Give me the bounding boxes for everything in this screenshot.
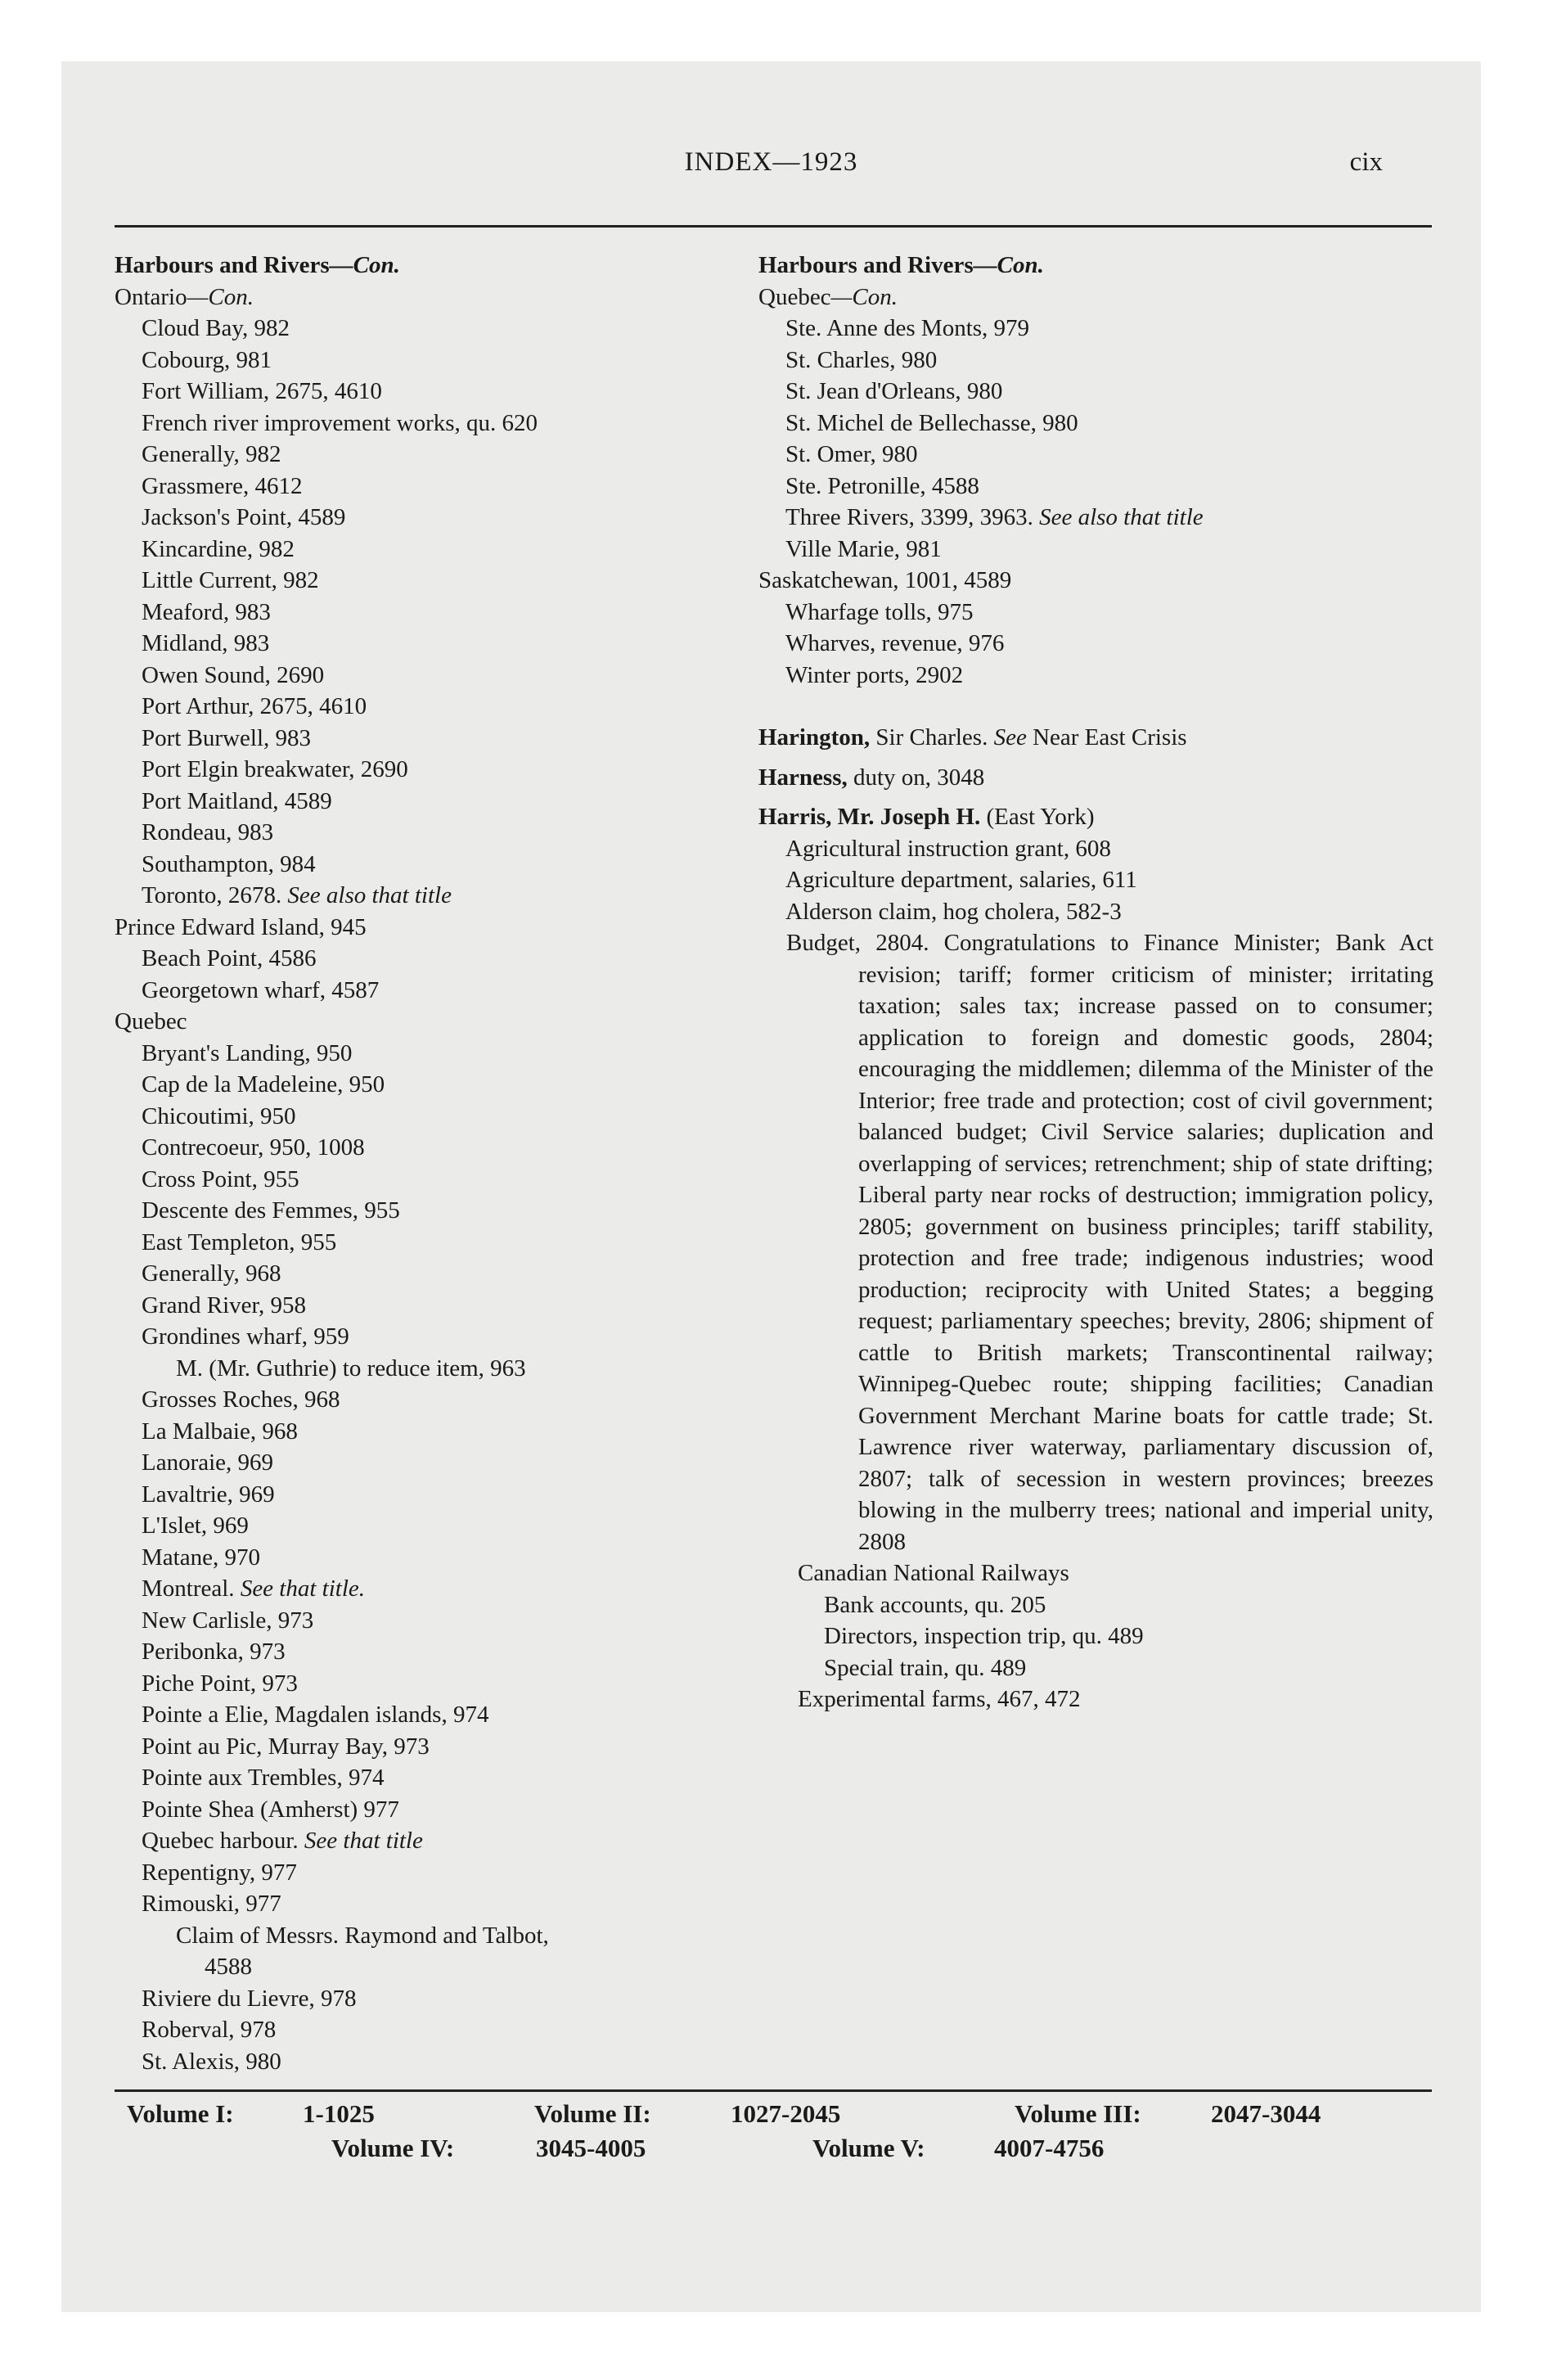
list-item: Piche Point, 973 [142,1670,298,1697]
ontario-subheading: Ontario—Con. [115,283,254,310]
list-item: Grosses Roches, 968 [142,1386,340,1413]
list-item: Grand River, 958 [142,1291,306,1318]
list-item: Midland, 983 [142,630,270,656]
list-item: Wharves, revenue, 976 [785,630,1005,656]
list-item: Saskatchewan, 1001, 4589 [758,567,1012,593]
quebec-list [115,1038,769,2078]
list-item: Matane, 970 [142,1544,260,1571]
quebec-subheading: Quebec [115,1008,187,1034]
list-item-quebec-harbour: Quebec harbour. See that title [142,1828,423,1854]
list-item: Agriculture department, salaries, 611 [785,867,1137,893]
list-item: Port Elgin breakwater, 2690 [142,756,408,782]
list-item: Grassmere, 4612 [142,472,303,499]
list-item: Contrecoeur, 950, 1008 [142,1134,365,1161]
list-item: L'Islet, 969 [142,1512,249,1539]
volume-1-range: 1-1025 [303,2099,375,2128]
left-heading: Harbours and Rivers—Con. [115,252,400,278]
list-item: St. Michel de Bellechasse, 980 [785,409,1078,436]
list-item: Ville Marie, 981 [785,535,942,562]
footer-rule [115,2089,1432,2092]
list-item: Pointe a Elie, Magdalen islands, 974 [142,1702,489,1728]
list-item: Wharfage tolls, 975 [785,598,974,625]
list-item: Fort William, 2675, 4610 [142,378,382,404]
list-item: Rondeau, 983 [142,819,274,845]
list-item-three-rivers: Three Rivers, 3399, 3963. See also that title [785,504,1204,530]
list-item: Rimouski, 977 [142,1891,281,1917]
list-item: Repentigny, 977 [142,1859,297,1886]
list-item: Jackson's Point, 4589 [142,504,346,530]
list-item: Meaford, 983 [142,598,271,625]
list-item: Descente des Femmes, 955 [142,1197,400,1224]
list-item: Southampton, 984 [142,850,316,877]
spacer [758,793,1433,801]
list-subitem: Claim of Messrs. Raymond and Talbot, [176,1922,549,1949]
list-item: Pointe aux Trembles, 974 [142,1765,385,1791]
list-item: Cloud Bay, 982 [142,315,290,341]
list-item: Generally, 982 [142,441,281,467]
list-item: St. Jean d'Orleans, 980 [785,378,1003,404]
list-item: Lanoraie, 969 [142,1449,274,1476]
list-item: Agricultural instruction grant, 608 [785,835,1111,862]
list-item: French river improvement works, qu. 620 [142,409,538,436]
list-item: Beach Point, 4586 [142,945,317,971]
spacer [758,691,1433,722]
list-item: Cap de la Madeleine, 950 [142,1071,385,1098]
volume-2-range: 1027-2045 [731,2099,841,2128]
right-column [758,250,1433,1715]
list-item: Ste. Anne des Monts, 979 [785,315,1030,341]
list-item: Owen Sound, 2690 [142,661,325,688]
header-rule [115,225,1432,228]
page-number: cix [1349,147,1383,177]
list-item: Cobourg, 981 [142,346,272,373]
index-entry-harris: Harris, Mr. Joseph H. (East York) [758,804,1095,830]
list-item: Port Maitland, 4589 [142,787,332,814]
list-item: St. Charles, 980 [785,346,938,373]
list-subitem: Bank accounts, qu. 205 [824,1591,1046,1618]
list-item: Roberval, 978 [142,2017,277,2043]
list-item: Ste. Petronille, 4588 [785,472,979,499]
list-item: St. Alexis, 980 [142,2048,281,2075]
list-item: Peribonka, 973 [142,1639,286,1665]
list-item: St. Omer, 980 [785,441,918,467]
ontario-list [115,313,769,912]
list-item: Lavaltrie, 969 [142,1481,275,1508]
list-item: Georgetown wharf, 4587 [142,976,380,1003]
volume-5-range: 4007-4756 [994,2134,1105,2162]
list-item: Pointe Shea (Amherst) 977 [142,1796,399,1823]
list-item: East Templeton, 955 [142,1228,337,1255]
running-head [61,147,1481,188]
list-subitem-cont: 4588 [205,1954,252,1980]
list-item: Generally, 968 [142,1260,281,1287]
volume-4-label: Volume IV: [331,2134,455,2162]
list-item: Cross Point, 955 [142,1165,299,1192]
pei-subheading: Prince Edward Island, 945 [115,913,367,940]
list-item: La Malbaie, 968 [142,1418,298,1445]
list-item: Bryant's Landing, 950 [142,1039,353,1066]
list-subitem: Special train, qu. 489 [824,1654,1027,1681]
list-item: Chicoutimi, 950 [142,1102,296,1129]
list-item: Kincardine, 982 [142,535,295,562]
volume-2-label: Volume II: [534,2099,651,2128]
list-item: Point au Pic, Murray Bay, 973 [142,1733,430,1760]
index-entry-harington: Harington, Sir Charles. See Near East Crisis [758,724,1187,751]
index-entry-harness: Harness, duty on, 3048 [758,764,985,791]
list-item: Grondines wharf, 959 [142,1323,349,1350]
left-column [115,250,769,2077]
volume-3-range: 2047-3044 [1211,2099,1321,2128]
list-item: Riviere du Lievre, 978 [142,1985,357,2012]
list-item: Little Current, 982 [142,567,319,593]
volume-1-label: Volume I: [127,2099,234,2128]
list-item: Alderson claim, hog cholera, 582-3 [785,898,1122,925]
list-item: Winter ports, 2902 [785,661,964,688]
list-item: Port Burwell, 983 [142,724,312,751]
list-item: Experimental farms, 467, 472 [798,1686,1081,1712]
budget-entry: Budget, 2804. Congratulations to Finance Minister; Bank Act revision; tariff; former criticism of minister; irritating taxation; sales tax; increase passed on to consumer; application to foreign and domestic goods, 2804; encouraging the middlemen; dilemma of the Minister of the Interior; free trade and protection; cost of civil government; balanced budget; Civil Service salaries; duplication and overlapping of services; retrenchment; ship of state drifting; Liberal party near rocks of destruction; immigration policy, 2805; government on business principles; tariff stability, protection and free trade; indigenous industries; wood production; reciprocity with United States; a begging request; parliamentary speeches; brevity, 2806; shipment of cattle to British markets; Transcontinental railway; Winnipeg-Quebec route; shipping facilities; Canadian Government Merchant Marine boats for cattle trade; St. Lawrence river waterway, parliamentary discussion of, 2807; talk of secession in western provinces; breezes blowing in the mulberry trees; national and imperial unity, 2808 [786,930,1433,1555]
list-item: Port Arthur, 2675, 4610 [142,693,367,719]
page-title: INDEX—1923 [684,147,858,177]
list-subitem: Directors, inspection trip, qu. 489 [824,1623,1144,1649]
list-item-toronto: Toronto, 2678. See also that title [142,882,452,908]
list-subitem: M. (Mr. Guthrie) to reduce item, 963 [176,1355,526,1382]
index-page [61,61,1481,2312]
volume-3-label: Volume III: [1015,2099,1141,2128]
volume-4-range: 3045-4005 [536,2134,646,2162]
right-heading: Harbours and Rivers—Con. [758,252,1044,278]
list-item-montreal: Montreal. See that title. [142,1575,366,1602]
list-item: New Carlisle, 973 [142,1607,314,1634]
volume-5-label: Volume V: [812,2134,925,2162]
list-item: Canadian National Railways [798,1560,1069,1586]
quebec-subheading: Quebec—Con. [758,283,898,310]
spacer [758,754,1433,762]
